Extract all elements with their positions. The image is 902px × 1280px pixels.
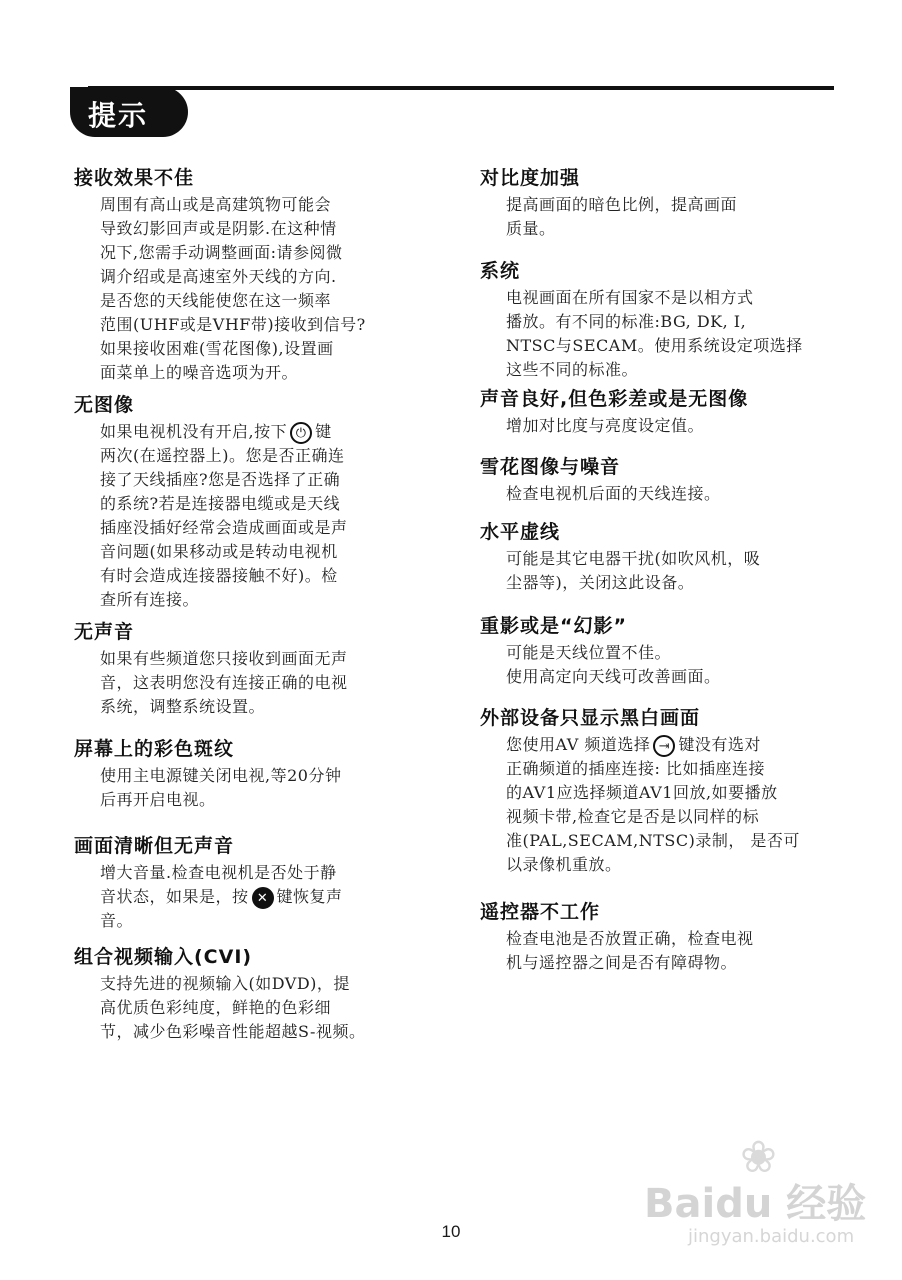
- section-body: 支持先进的视频输入(如DVD)，提 高优质色彩纯度，鲜艳的色彩细 节，减少色彩噪音性能超越S-视频。: [100, 974, 366, 1041]
- page-number: 10: [441, 1222, 461, 1241]
- section-heading: 接收效果不佳: [74, 167, 195, 189]
- section-remote-not-working: [480, 900, 840, 975]
- section-body: 增加对比度与亮度设定值。: [506, 416, 705, 435]
- section-heading: 组合视频输入(CVI): [74, 946, 253, 968]
- section-body: 提高画面的暗色比例，提高画面 质量。: [506, 195, 738, 238]
- section-heading: 水平虚线: [480, 521, 561, 543]
- section-heading: 系统: [480, 260, 521, 282]
- section-heading: 画面清晰但无声音: [74, 835, 235, 857]
- section-heading: 无声音: [74, 621, 135, 643]
- section-clear-picture-no-sound: [74, 834, 444, 933]
- section-system: [480, 259, 840, 382]
- title-tab: [70, 87, 188, 137]
- section-body: 可能是其它电器干扰(如吹风机，吸 尘器等)，关闭这此设备。: [506, 549, 761, 592]
- section-ghosting: [480, 614, 840, 689]
- section-body: 增大音量.检查电视机是否处于静 音状态，如果是，按 ✕ 键恢复声 音。: [100, 863, 343, 930]
- section-body: 电视画面在所有国家不是以相方式 播放。有不同的标准:BG, DK, I, NTSC与SECAM。使用系统设定项选择 这些不同的标准。: [506, 288, 803, 379]
- section-body: 您使用AV 频道选择 ⇥ 键没有选对 正确频道的插座连接: 比如插座连接 的AV1应选择频道AV1回放,如要播放 视频卡带,检查它是否是以同样的标 准(PAL,SECAM,NTSC)录制， 是否可 以录像机重放。: [506, 735, 800, 874]
- section-body: 如果有些频道您只接收到画面无声 音，这表明您没有连接正确的电视 系统，调整系统设置。: [100, 649, 348, 716]
- section-color-patches: [74, 737, 444, 812]
- section-heading: 雪花图像与噪音: [480, 456, 621, 478]
- mute-icon: ✕: [252, 887, 274, 909]
- section-body: 可能是天线位置不佳。 使用高定向天线可改善画面。: [506, 643, 721, 686]
- section-black-white: [480, 706, 840, 877]
- section-poor-color: [480, 387, 840, 438]
- watermark-logo: Baidu 经验: [644, 1181, 867, 1227]
- section-body: 检查电视机后面的天线连接。: [506, 484, 721, 503]
- section-heading: 重影或是“幻影”: [480, 615, 627, 637]
- section-body: 周围有高山或是高建筑物可能会 导致幻影回声或是阴影.在这种情 况下,您需手动调整画面:请参阅微 调介绍或是高速室外天线的方向. 是否您的天线能使您在这一频率 范围(UHF或是VHF带)接收到信号? 如果接收困难(雪花图像),设置画 面菜单上的噪音选项为开。: [100, 195, 366, 382]
- section-snow-noise: [480, 455, 840, 506]
- watermark-url: jingyan.baidu.com: [688, 1226, 855, 1247]
- section-no-sound: [74, 620, 444, 719]
- av-select-icon: ⇥: [653, 735, 675, 757]
- section-cvi: [74, 945, 444, 1044]
- page-title: 提示: [88, 99, 149, 132]
- section-horizontal-lines: [480, 520, 840, 595]
- power-icon: ⏻: [290, 422, 312, 444]
- section-no-picture: [74, 393, 444, 612]
- section-poor-reception: [74, 166, 444, 385]
- section-heading: 屏幕上的彩色斑纹: [74, 738, 235, 760]
- section-heading: 外部设备只显示黑白画面: [480, 707, 701, 729]
- header-rule: [88, 86, 834, 90]
- section-contrast: [480, 166, 840, 241]
- section-heading: 声音良好,但色彩差或是无图像: [480, 388, 749, 410]
- paw-icon: ❀: [740, 1132, 777, 1183]
- section-body: 如果电视机没有开启,按下 ⏻ 键 两次(在遥控器上)。您是否正确连 接了天线插座?您是否选择了正确 的系统?若是连接器电缆或是天线 插座没插好经常会造成画面或是声 音问题(如果移动或是转动电视机 有时会造成连接器接触不好)。检 查所有连接。: [100, 422, 348, 609]
- section-body: 使用主电源键关闭电视,等20分钟 后再开启电视。: [100, 766, 342, 809]
- section-body: 检查电池是否放置正确，检查电视 机与遥控器之间是否有障碍物。: [506, 929, 754, 972]
- section-heading: 无图像: [74, 394, 135, 416]
- section-heading: 对比度加强: [480, 167, 581, 189]
- section-heading: 遥控器不工作: [480, 901, 601, 923]
